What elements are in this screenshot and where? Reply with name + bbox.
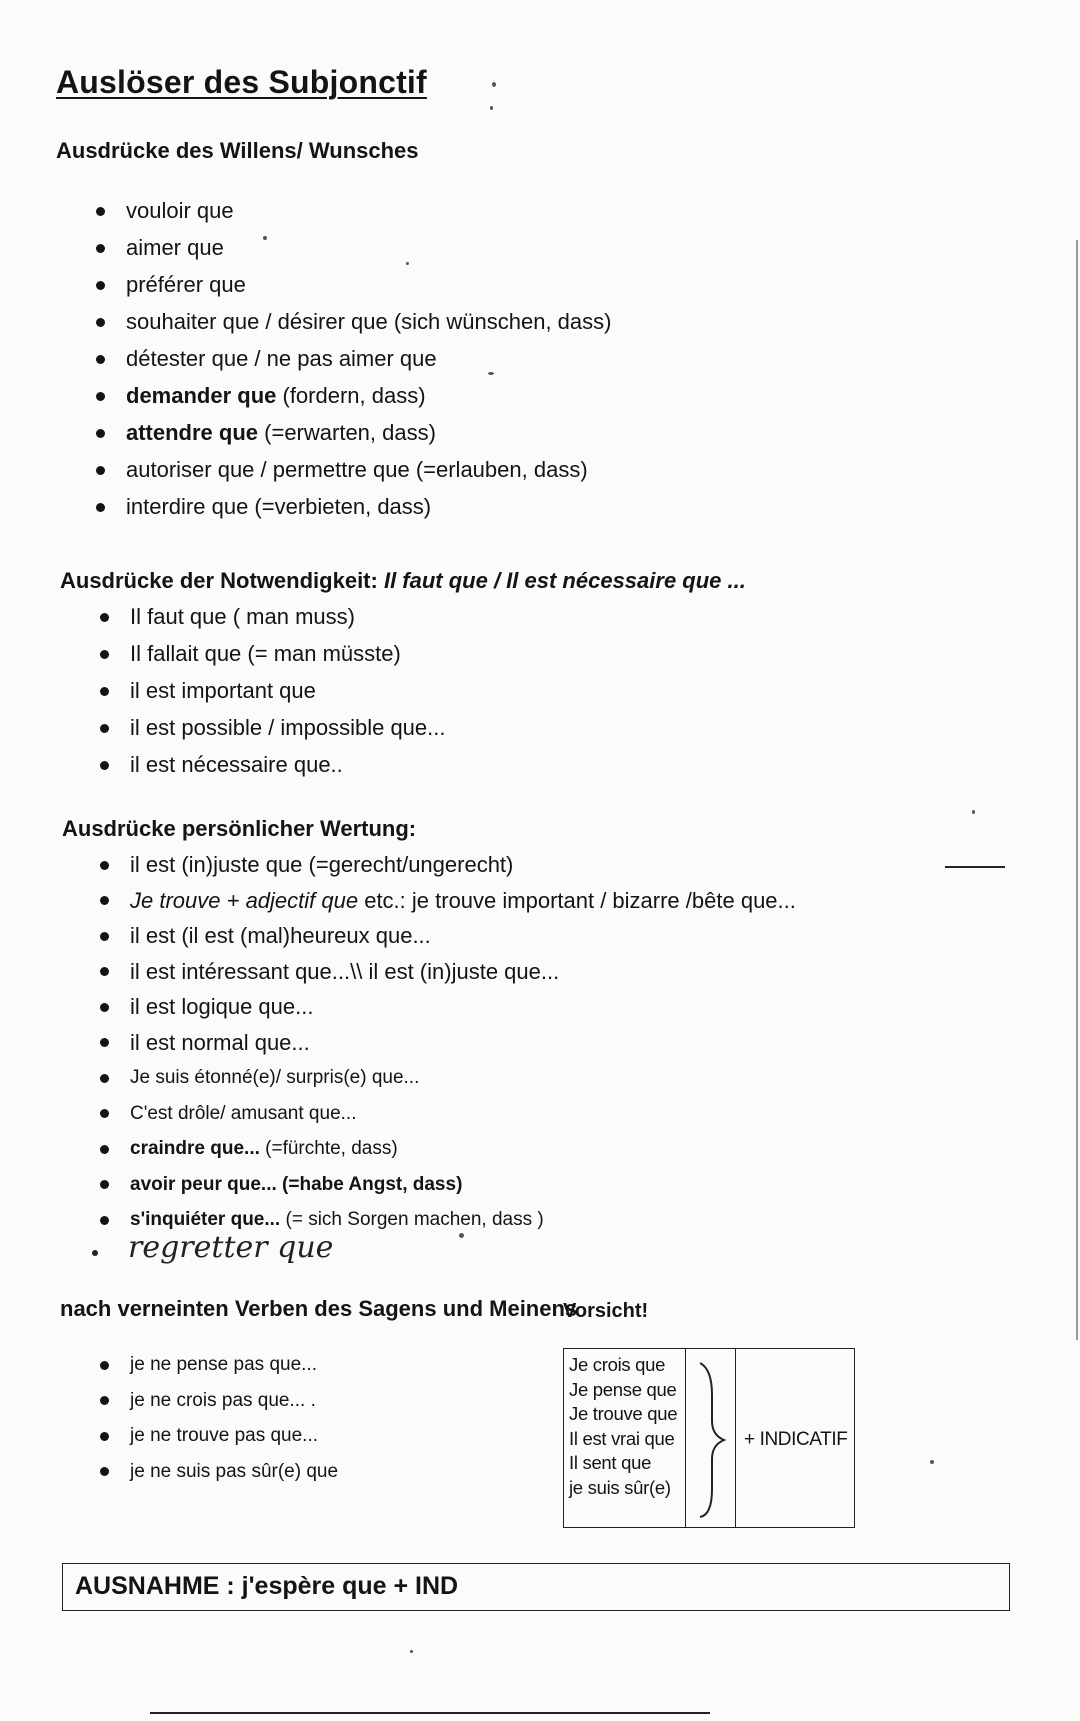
list-item-text: etc.: je trouve important / bizarre /bête que... — [358, 887, 796, 913]
edge-rule — [945, 866, 1005, 868]
list-item-text: il est nécessaire que.. — [130, 752, 343, 777]
list-item — [100, 1025, 796, 1061]
verb-column — [564, 1349, 686, 1527]
list-item-text: je ne suis pas sûr(e) que — [130, 1460, 339, 1482]
handwritten-note — [98, 1230, 333, 1265]
verb-entry: Il sent que — [569, 1452, 652, 1473]
scan-speck — [972, 810, 975, 814]
list-item — [100, 598, 446, 635]
list-item-text: avoir peur que... (=habe Angst, dass) — [130, 1173, 463, 1195]
heading-notwendigkeit-text: Ausdrücke der Notwendigkeit: — [60, 568, 384, 593]
list-item — [100, 989, 796, 1025]
page-edge — [1076, 240, 1078, 1340]
verb-entry: Je trouve que — [569, 1403, 678, 1424]
list-item-text: il est important que — [130, 678, 316, 703]
list-item-note: (= sich Sorgen machen, dass ) — [280, 1209, 544, 1230]
heading-wertung: Ausdrücke persönlicher Wertung: — [62, 816, 417, 841]
list-item-text: vouloir que — [126, 198, 234, 223]
list-item-text: détester que / ne pas aimer que — [126, 346, 437, 371]
heading-notwendigkeit-italic: Il faut que / Il est nécessaire que ... — [383, 568, 746, 593]
heading-verneint: nach verneinten Verben des Sagens und Meinens — [60, 1296, 578, 1321]
handwritten-bullet — [92, 1250, 98, 1256]
list-item — [96, 488, 611, 525]
scan-speck — [930, 1460, 934, 1464]
page-title: Auslöser des Subjonctif — [56, 64, 427, 100]
list-wertung — [100, 847, 796, 1238]
edge-rule — [150, 1712, 710, 1714]
list-item — [100, 1347, 338, 1383]
list-item-note: (fordern, dass) — [276, 383, 426, 408]
list-item — [96, 377, 611, 414]
list-item-text: il est logique que... — [130, 994, 314, 1019]
indicatif-label: + INDICATIF — [744, 1429, 848, 1450]
heading-wille: Ausdrücke des Willens/ Wunsches — [56, 138, 419, 163]
list-item-text: Je suis étonné(e)/ surpris(e) que... — [130, 1067, 420, 1088]
list-wille — [96, 192, 611, 525]
list-item — [96, 192, 611, 229]
scan-speck — [492, 82, 496, 87]
list-item — [100, 1418, 338, 1454]
list-item-text: demander que — [126, 383, 277, 408]
list-item — [100, 1167, 796, 1203]
list-item — [100, 672, 446, 709]
list-verneint — [100, 1347, 338, 1489]
list-item — [100, 709, 446, 746]
scan-speck — [410, 1650, 413, 1653]
heading-notwendigkeit — [60, 568, 746, 594]
list-item — [96, 303, 611, 340]
list-item-text: je ne trouve pas que... — [130, 1425, 319, 1446]
list-item-text: attendre que — [126, 420, 259, 445]
handwritten-text: regretter que — [128, 1230, 334, 1265]
list-item — [100, 635, 446, 672]
result-column — [736, 1349, 854, 1527]
list-item-text: je ne crois pas que... . — [130, 1389, 316, 1411]
list-item — [100, 1454, 338, 1490]
list-item — [100, 1131, 796, 1167]
list-item — [100, 1096, 796, 1132]
verb-entry: Je pense que — [569, 1378, 677, 1400]
list-item — [96, 340, 611, 377]
list-item-text: craindre que... — [130, 1138, 260, 1159]
list-item-text: s'inquiéter que... — [130, 1209, 281, 1230]
list-item-text: autoriser que / permettre que (=erlauben, dass) — [126, 457, 588, 482]
list-item — [100, 954, 796, 990]
list-item — [96, 229, 611, 266]
list-item — [100, 918, 796, 954]
list-item-text: souhaiter que / désirer que (sich wünschen, dass) — [126, 309, 612, 334]
list-item-text: il est (il est (mal)heureux que... — [130, 923, 431, 948]
list-item-text: il est intéressant que...\\ il est (in)juste que... — [130, 958, 560, 984]
list-notwendigkeit — [100, 598, 446, 783]
list-item: il est (in)juste que (=gerecht/ungerecht) — [100, 847, 796, 883]
list-item — [100, 1383, 338, 1419]
ausnahme-box: AUSNAHME : j'espère que + IND — [62, 1563, 1010, 1611]
right-brace-icon — [686, 1349, 736, 1527]
list-item-text: il est normal que... — [130, 1029, 310, 1055]
list-item-text: aimer que — [126, 235, 224, 260]
vorsicht-label: Vorsicht! — [563, 1300, 649, 1322]
list-item-text: C'est drôle/ amusant que... — [130, 1102, 357, 1124]
list-item — [100, 883, 796, 919]
list-item-text: je ne pense pas que... — [130, 1354, 317, 1375]
list-item — [100, 1060, 796, 1096]
list-item — [96, 266, 611, 303]
list-item-note: (=fürchte, dass) — [259, 1138, 398, 1159]
list-item — [96, 451, 611, 488]
indicatif-table — [563, 1348, 855, 1528]
verb-entry: je suis sûr(e) — [569, 1476, 671, 1498]
list-item-text: Il faut que ( man muss) — [130, 604, 355, 629]
list-item — [100, 746, 446, 783]
list-item — [96, 414, 611, 451]
list-item-text: préférer que — [126, 272, 246, 297]
list-item-note: (=erwarten, dass) — [258, 420, 436, 445]
list-item-italic: Je trouve + adjectif que — [130, 887, 359, 913]
verb-entry: Je crois que — [569, 1354, 666, 1375]
brace-column — [686, 1349, 736, 1527]
scan-speck — [490, 106, 493, 110]
list-item-text: Il fallait que (= man müsste) — [130, 641, 401, 666]
list-item-text: interdire que (=verbieten, dass) — [126, 494, 432, 519]
verb-entry: Il est vrai que — [569, 1427, 675, 1449]
list-item-text: il est possible / impossible que... — [130, 715, 446, 740]
